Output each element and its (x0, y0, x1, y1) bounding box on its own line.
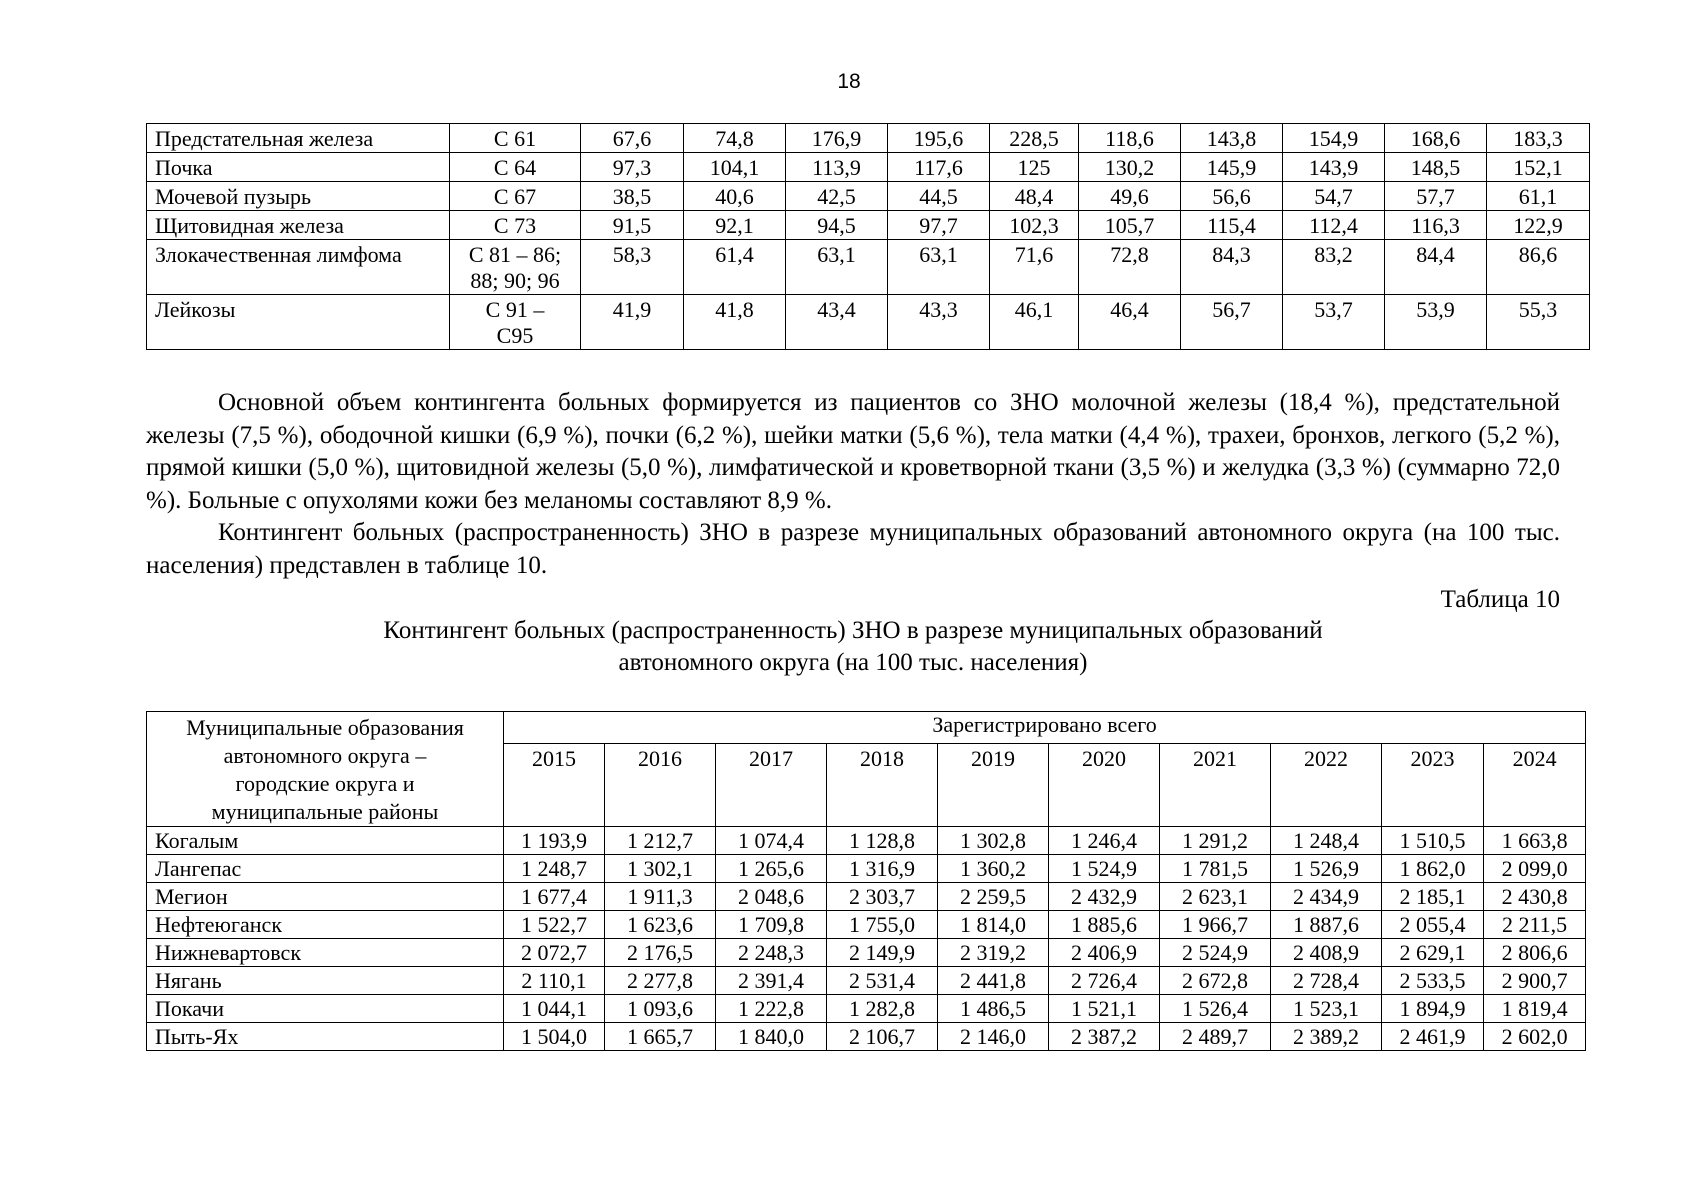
year-header: 2020 (1049, 744, 1160, 827)
table-row (147, 967, 1586, 995)
cell-value: 168,6 (1385, 124, 1487, 153)
cell-value: 113,9 (786, 153, 888, 182)
cell-value: 1 840,0 (716, 1023, 827, 1051)
cell-value: 1 486,5 (938, 995, 1049, 1023)
cell-value: 2 110,1 (504, 967, 605, 995)
municipality-name: Лангепас (147, 855, 504, 883)
cell-value: 1 193,9 (504, 827, 605, 855)
cell-value: 148,5 (1385, 153, 1487, 182)
cell-value: 1 302,1 (605, 855, 716, 883)
cell-value: 1 360,2 (938, 855, 1049, 883)
cell-value: 1 265,6 (716, 855, 827, 883)
cell-value: 118,6 (1079, 124, 1181, 153)
cell-value: 2 432,9 (1049, 883, 1160, 911)
cell-value: 2 387,2 (1049, 1023, 1160, 1051)
cell-value: 2 434,9 (1271, 883, 1382, 911)
cell-value: 48,4 (990, 182, 1079, 211)
cell-value: 92,1 (684, 211, 786, 240)
cell-value: 71,6 (990, 240, 1079, 295)
municipality-name: Нягань (147, 967, 504, 995)
cell-value: 55,3 (1487, 295, 1590, 350)
municipality-name: Нефтеюганск (147, 911, 504, 939)
municipality-name: Покачи (147, 995, 504, 1023)
table-label: Таблица 10 (1440, 586, 1560, 613)
table-row (147, 153, 1590, 182)
cell-value: 1 526,9 (1271, 855, 1382, 883)
cell-value: 1 819,4 (1484, 995, 1586, 1023)
header-line: городские округа и (235, 771, 415, 796)
cell-value: 1 524,9 (1049, 855, 1160, 883)
cell-value: 63,1 (888, 240, 990, 295)
icd-code: С 67 (450, 182, 581, 211)
row-name: Предстательная железа (147, 124, 450, 153)
cell-value: 53,9 (1385, 295, 1487, 350)
cell-value: 1 282,8 (827, 995, 938, 1023)
cell-value: 63,1 (786, 240, 888, 295)
header-line: Муниципальные образования (186, 715, 464, 740)
year-header: 2024 (1484, 744, 1586, 827)
municipality-name: Пыть-Ях (147, 1023, 504, 1051)
cell-value: 2 248,3 (716, 939, 827, 967)
cell-value: 43,4 (786, 295, 888, 350)
cell-value: 1 316,9 (827, 855, 938, 883)
icd-code: С 61 (450, 124, 581, 153)
group-header: Зарегистрировано всего (504, 712, 1586, 744)
year-header: 2018 (827, 744, 938, 827)
cell-value: 2 106,7 (827, 1023, 938, 1051)
cell-value: 1 894,9 (1382, 995, 1484, 1023)
cell-value: 42,5 (786, 182, 888, 211)
cell-value: 67,6 (581, 124, 684, 153)
cell-value: 1 248,7 (504, 855, 605, 883)
cell-value: 1 814,0 (938, 911, 1049, 939)
icd-code (450, 240, 581, 295)
table-row (147, 182, 1590, 211)
icd-code: С 73 (450, 211, 581, 240)
cell-value: 49,6 (1079, 182, 1181, 211)
cell-value: 2 099,0 (1484, 855, 1586, 883)
cell-value: 122,9 (1487, 211, 1590, 240)
cell-value: 72,8 (1079, 240, 1181, 295)
municipality-name: Когалым (147, 827, 504, 855)
cell-value: 2 524,9 (1160, 939, 1271, 967)
cell-value: 1 665,7 (605, 1023, 716, 1051)
cell-value: 97,3 (581, 153, 684, 182)
icd-code-line: С 81 – 86; (468, 242, 562, 267)
table-row (147, 240, 1590, 295)
cell-value: 228,5 (990, 124, 1079, 153)
cell-value: 1 212,7 (605, 827, 716, 855)
cell-value: 1 755,0 (827, 911, 938, 939)
cell-value: 2 055,4 (1382, 911, 1484, 939)
cell-value: 1 523,1 (1271, 995, 1382, 1023)
cell-value: 2 806,6 (1484, 939, 1586, 967)
cell-value: 43,3 (888, 295, 990, 350)
icd-code-line: С95 (496, 323, 534, 348)
cell-value: 2 319,2 (938, 939, 1049, 967)
table-row (147, 1023, 1586, 1051)
cell-value: 2 072,7 (504, 939, 605, 967)
cell-value: 154,9 (1283, 124, 1385, 153)
page-number: 18 (837, 70, 861, 93)
cell-value: 176,9 (786, 124, 888, 153)
body-paragraph: Основной объем контингента больных формируется из пациентов со ЗНО молочной железы (18,4 %), предстательной железы (7,5 %), ободочной кишки (6,9 %), почки (6,2 %), шейки матки (5,6 %), тела матки (4,4 %), трахеи, бронхов, легкого (5,2 %), прямой кишки (5,0 %), щитовидной железы (5,0 %), лимфатической и кроветворной ткани (3,5 %) и желудка (3,3 %) (суммарно 72,0 %). Больные с опухолями кожи без меланомы составляют 8,9 %. (146, 389, 1560, 514)
table-row (147, 995, 1586, 1023)
cell-value: 1 887,6 (1271, 911, 1382, 939)
cell-value: 2 146,0 (938, 1023, 1049, 1051)
row-name: Щитовидная железа (147, 211, 450, 240)
cell-value: 143,9 (1283, 153, 1385, 182)
cell-value: 2 728,4 (1271, 967, 1382, 995)
cell-value: 195,6 (888, 124, 990, 153)
cell-value: 1 504,0 (504, 1023, 605, 1051)
cell-value: 2 391,4 (716, 967, 827, 995)
cell-value: 1 526,4 (1160, 995, 1271, 1023)
table-row (147, 211, 1590, 240)
cell-value: 145,9 (1181, 153, 1283, 182)
cell-value: 1 885,6 (1049, 911, 1160, 939)
cell-value: 1 911,3 (605, 883, 716, 911)
cell-value: 2 048,6 (716, 883, 827, 911)
header-line: муниципальные районы (211, 799, 439, 824)
cell-value: 84,3 (1181, 240, 1283, 295)
year-header: 2017 (716, 744, 827, 827)
cell-value: 1 510,5 (1382, 827, 1484, 855)
cell-value: 2 211,5 (1484, 911, 1586, 939)
cell-value: 2 726,4 (1049, 967, 1160, 995)
table-row (147, 939, 1586, 967)
cell-value: 1 663,8 (1484, 827, 1586, 855)
cell-value: 1 246,4 (1049, 827, 1160, 855)
cell-value: 1 044,1 (504, 995, 605, 1023)
cell-value: 2 531,4 (827, 967, 938, 995)
table-row (147, 827, 1586, 855)
cell-value: 2 441,8 (938, 967, 1049, 995)
icd-code-line: 88; 90; 96 (470, 268, 560, 293)
cell-value: 2 185,1 (1382, 883, 1484, 911)
cell-value: 130,2 (1079, 153, 1181, 182)
cell-value: 1 781,5 (1160, 855, 1271, 883)
cell-value: 2 406,9 (1049, 939, 1160, 967)
cell-value: 91,5 (581, 211, 684, 240)
cell-value: 183,3 (1487, 124, 1590, 153)
cell-value: 2 672,8 (1160, 967, 1271, 995)
cell-value: 1 522,7 (504, 911, 605, 939)
cell-value: 86,6 (1487, 240, 1590, 295)
table-title (146, 615, 1560, 679)
cell-value: 94,5 (786, 211, 888, 240)
cell-value: 53,7 (1283, 295, 1385, 350)
cell-value: 105,7 (1079, 211, 1181, 240)
cell-value: 112,4 (1283, 211, 1385, 240)
year-header: 2016 (605, 744, 716, 827)
cell-value: 40,6 (684, 182, 786, 211)
cell-value: 61,4 (684, 240, 786, 295)
cell-value: 1 074,4 (716, 827, 827, 855)
cell-value: 74,8 (684, 124, 786, 153)
cell-value: 2 533,5 (1382, 967, 1484, 995)
cell-value: 1 709,8 (716, 911, 827, 939)
icd-code: С 64 (450, 153, 581, 182)
cell-value: 97,7 (888, 211, 990, 240)
cell-value: 58,3 (581, 240, 684, 295)
cell-value: 44,5 (888, 182, 990, 211)
year-header: 2023 (1382, 744, 1484, 827)
table-row (147, 911, 1586, 939)
cell-value: 1 302,8 (938, 827, 1049, 855)
cell-value: 2 277,8 (605, 967, 716, 995)
cell-value: 2 489,7 (1160, 1023, 1271, 1051)
cell-value: 1 677,4 (504, 883, 605, 911)
cell-value: 1 966,7 (1160, 911, 1271, 939)
municipality-name: Мегион (147, 883, 504, 911)
row-name: Лейкозы (147, 295, 450, 350)
cell-value: 125 (990, 153, 1079, 182)
cell-value: 61,1 (1487, 182, 1590, 211)
cell-value: 1 623,6 (605, 911, 716, 939)
table-row (147, 295, 1590, 350)
cell-value: 1 093,6 (605, 995, 716, 1023)
cell-value: 2 900,7 (1484, 967, 1586, 995)
prevalence-table (146, 711, 1586, 1051)
municipality-column-header (147, 712, 504, 827)
cell-value: 1 248,4 (1271, 827, 1382, 855)
cell-value: 57,7 (1385, 182, 1487, 211)
incidence-table-continued (146, 123, 1590, 350)
year-header: 2019 (938, 744, 1049, 827)
cell-value: 2 176,5 (605, 939, 716, 967)
cell-value: 41,8 (684, 295, 786, 350)
cell-value: 1 521,1 (1049, 995, 1160, 1023)
cell-value: 54,7 (1283, 182, 1385, 211)
year-header: 2022 (1271, 744, 1382, 827)
row-name: Почка (147, 153, 450, 182)
table-title-line: Контингент больных (распространенность) ЗНО в разрезе муниципальных образований (383, 617, 1323, 644)
cell-value: 2 629,1 (1382, 939, 1484, 967)
cell-value: 2 408,9 (1271, 939, 1382, 967)
table-title-line: автономного округа (на 100 тыс. населения) (618, 649, 1088, 676)
cell-value: 102,3 (990, 211, 1079, 240)
icd-code (450, 295, 581, 350)
cell-value: 2 149,9 (827, 939, 938, 967)
cell-value: 2 389,2 (1271, 1023, 1382, 1051)
cell-value: 56,6 (1181, 182, 1283, 211)
row-name: Злокачественная лимфома (147, 240, 450, 295)
cell-value: 84,4 (1385, 240, 1487, 295)
cell-value: 115,4 (1181, 211, 1283, 240)
municipality-name: Нижневартовск (147, 939, 504, 967)
cell-value: 41,9 (581, 295, 684, 350)
cell-value: 117,6 (888, 153, 990, 182)
cell-value: 46,1 (990, 295, 1079, 350)
body-paragraph: Контингент больных (распространенность) ЗНО в разрезе муниципальных образований автономного округа (на 100 тыс. населения) представлен в таблице 10. (146, 519, 1560, 579)
cell-value: 1 862,0 (1382, 855, 1484, 883)
cell-value: 56,7 (1181, 295, 1283, 350)
cell-value: 2 623,1 (1160, 883, 1271, 911)
cell-value: 1 291,2 (1160, 827, 1271, 855)
icd-code-line: С 91 – (485, 297, 545, 322)
cell-value: 83,2 (1283, 240, 1385, 295)
cell-value: 1 222,8 (716, 995, 827, 1023)
year-header: 2015 (504, 744, 605, 827)
row-name: Мочевой пузырь (147, 182, 450, 211)
cell-value: 38,5 (581, 182, 684, 211)
cell-value: 2 461,9 (1382, 1023, 1484, 1051)
cell-value: 1 128,8 (827, 827, 938, 855)
cell-value: 104,1 (684, 153, 786, 182)
cell-value: 116,3 (1385, 211, 1487, 240)
cell-value: 143,8 (1181, 124, 1283, 153)
year-header: 2021 (1160, 744, 1271, 827)
cell-value: 2 602,0 (1484, 1023, 1586, 1051)
cell-value: 152,1 (1487, 153, 1590, 182)
table-row (147, 883, 1586, 911)
cell-value: 2 303,7 (827, 883, 938, 911)
table-row (147, 855, 1586, 883)
cell-value: 2 259,5 (938, 883, 1049, 911)
cell-value: 2 430,8 (1484, 883, 1586, 911)
table-row (147, 124, 1590, 153)
header-line: автономного округа – (223, 743, 427, 768)
cell-value: 46,4 (1079, 295, 1181, 350)
